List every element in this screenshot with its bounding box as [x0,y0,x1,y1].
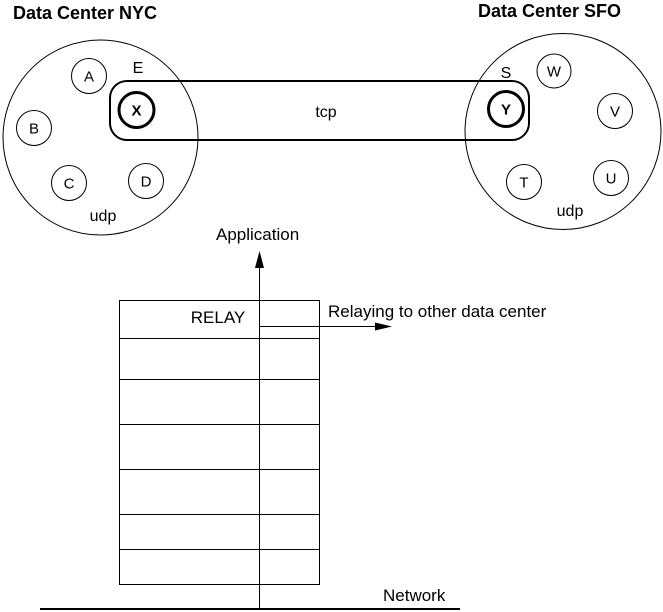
sfo-member-node [537,54,571,88]
node-label: T [519,174,529,192]
sfo-gateway [489,65,524,127]
nyc-member-node [52,166,87,201]
sfo-title: Data Center SFO [478,1,622,21]
tcp-label: tcp [315,104,337,121]
network-label: Network [383,586,446,605]
node-label: U [605,170,617,188]
protocol-stack [40,225,547,609]
node-label: C [63,175,75,193]
sfo-datacenter [465,34,661,230]
node-label: D [140,173,152,191]
nyc-gateway-node-label: X [131,102,142,120]
nyc-boundary-circle [3,40,198,235]
relay-label: RELAY [190,308,246,327]
sfo-boundary-circle [465,34,661,230]
up-arrowhead-icon [255,251,264,268]
sfo-gateway-node-label: Y [500,101,512,119]
stack-table-outline [120,301,320,585]
nyc-member-node [17,111,52,146]
relay-arrow-label: Relaying to other data center [328,302,547,321]
node-label: V [609,103,621,121]
node-label: W [546,63,562,81]
sfo-gateway-label: S [500,65,512,82]
nyc-member-node [72,59,107,94]
tcp-link [110,81,529,140]
nyc-title: Data Center NYC [13,3,158,23]
nyc-member-node [129,164,164,199]
nyc-gateway-label: E [132,60,144,77]
nyc-datacenter [3,40,198,235]
sfo-udp-label: udp [556,203,584,220]
nyc-gateway [119,60,154,128]
sfo-member-node [507,165,542,200]
right-arrowhead-icon [375,323,392,331]
node-label: B [28,120,40,138]
application-label: Application [216,225,300,244]
node-label: A [83,68,95,86]
sfo-member-node [598,94,633,129]
sfo-member-node [594,161,629,196]
nyc-udp-label: udp [89,208,117,225]
